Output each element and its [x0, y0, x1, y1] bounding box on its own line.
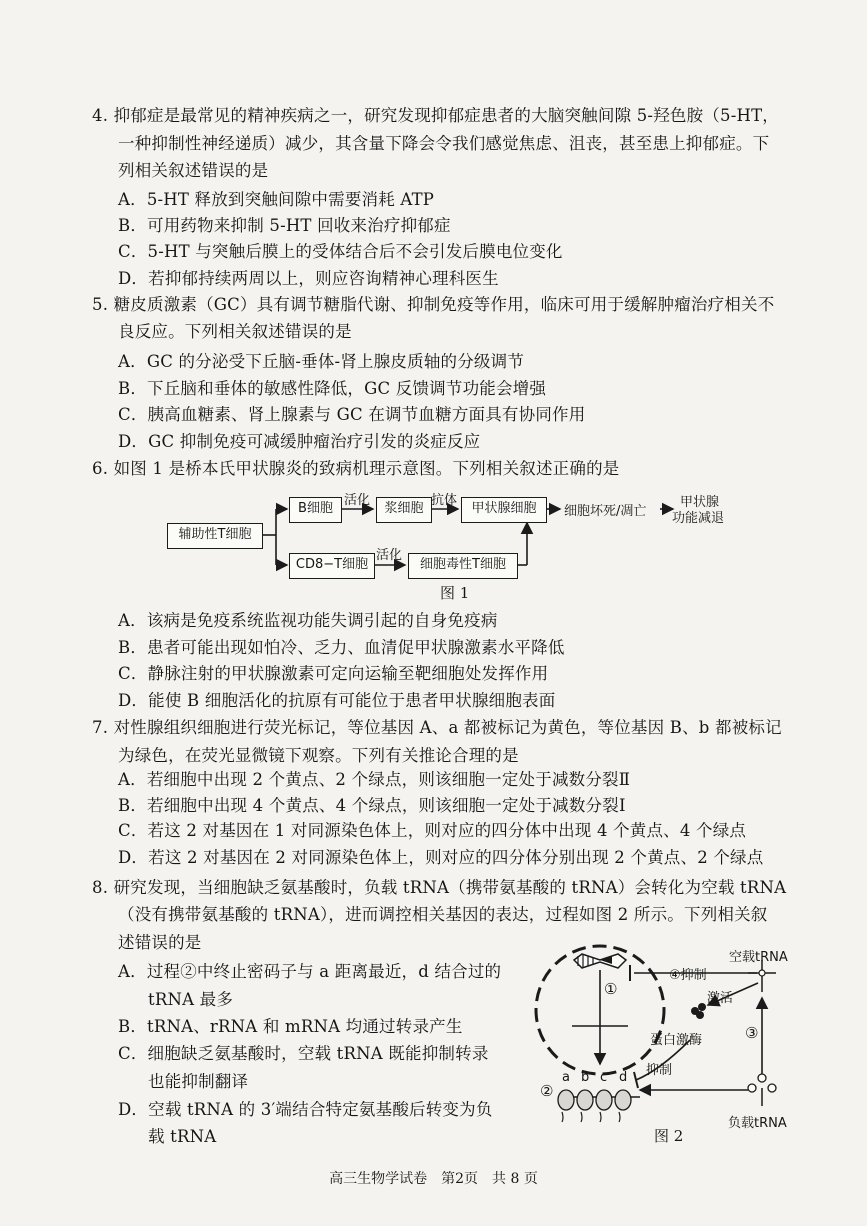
- empty-trna-label: 空载tRNA: [729, 950, 788, 965]
- q7-option-a: A．若细胞中出现 2 个黄点、2 个绿点，则该细胞一定处于减数分裂Ⅱ: [118, 770, 631, 789]
- q7-option-b: B．若细胞中出现 4 个黄点、4 个绿点，则该细胞一定处于减数分裂Ⅰ: [118, 796, 626, 815]
- step-2-label: ②: [540, 1082, 554, 1100]
- q8-option-d: D．空载 tRNA 的 3′端结合特定氨基酸后转变为负: [118, 1100, 493, 1119]
- cell-death-label: 细胞坏死/凋亡: [564, 504, 647, 519]
- loaded-trna-icon: [748, 1074, 776, 1106]
- activate-label-1: 活化: [344, 493, 371, 508]
- q8-line-2: （没有携带氨基酸的 tRNA），进而调控相关基因的表达，过程如图 2 所示。下列相关叙: [118, 905, 768, 924]
- q6-option-b: B．患者可能出现如怕冷、乏力、血清促甲状腺激素水平降低: [118, 638, 565, 657]
- q4-option-b: B．可用药物来抑制 5-HT 回收来治疗抑郁症: [118, 216, 451, 235]
- q4-line-3: 列相关叙述错误的是: [118, 161, 269, 180]
- helper-t-cell-box: 辅助性T细胞: [167, 523, 263, 549]
- protein-kinase-label: 蛋白激酶: [650, 1033, 703, 1048]
- ribosomes-icon: [558, 1090, 631, 1122]
- q7-line-2: 为绿色，在荧光显微镜下观察。下列有关推论合理的是: [118, 746, 519, 765]
- dna-icon: [574, 954, 626, 968]
- q6-option-d: D．能使 B 细胞活化的抗原有可能位于患者甲状腺细胞表面: [118, 691, 556, 710]
- q4-line-1: 4. 抑郁症是最常见的精神疾病之一，研究发现抑郁症患者的大脑突触间隙 5-羟色胺（5-HT，: [92, 106, 779, 125]
- q5-line-1: 5. 糖皮质激素（GC）具有调节糖脂代谢、抑制免疫等作用，临床可用于缓解肿瘤治疗相关不: [92, 295, 775, 314]
- q8-line-1: 8. 研究发现，当细胞缺乏氨基酸时，负载 tRNA（携带氨基酸的 tRNA）会转化为空载 tRNA: [92, 878, 787, 897]
- protein-kinase-icon: [691, 1003, 706, 1019]
- inhibit-4-label: ④抑制: [669, 968, 707, 983]
- ribosome-label-a: a: [562, 1070, 570, 1085]
- q8-line-3: 述错误的是: [118, 933, 202, 952]
- q5-option-c: C．胰高血糖素、肾上腺素与 GC 在调节血糖方面具有协同作用: [118, 405, 586, 424]
- ribosome-label-b: b: [581, 1070, 590, 1085]
- activate-label-2: 活化: [376, 548, 403, 563]
- figure-1-caption: 图 1: [440, 584, 470, 602]
- step-1-label: ①: [604, 980, 618, 998]
- b-cell-box: B细胞: [289, 497, 342, 523]
- antibody-label: 抗体: [431, 493, 458, 508]
- cytotoxic-t-cell-box: 细胞毒性T细胞: [408, 553, 518, 579]
- result-label-1: 甲状腺: [680, 495, 720, 510]
- q8-option-d-cont: 载 tRNA: [148, 1127, 217, 1146]
- q4-line-2: 一种抑制性神经递质）减少，其含量下降会令我们感觉焦虑、沮丧，甚至患上抑郁症。下: [118, 134, 770, 153]
- q8-option-c-cont: 也能抑制翻译: [148, 1072, 249, 1091]
- q7-option-d: D．若这 2 对基因在 2 对同源染色体上，则对应的四分体分别出现 2 个黄点、2 个绿点: [118, 848, 764, 867]
- result-label-2: 功能减退: [672, 511, 725, 526]
- activate-label: 激活: [707, 991, 734, 1006]
- q5-option-a: A．GC 的分泌受下丘脑-垂体-肾上腺皮质轴的分级调节: [118, 352, 525, 371]
- ribosome-label-c: c: [600, 1070, 608, 1085]
- figure-2-caption: 图 2: [654, 1127, 684, 1145]
- ribosome-label-d: d: [619, 1070, 628, 1085]
- step-3-label: ③: [745, 1024, 759, 1042]
- plasma-cell-box: 浆细胞: [376, 497, 432, 523]
- q4-option-c: C．5-HT 与突触后膜上的受体结合后不会引发后膜电位变化: [118, 242, 563, 261]
- q4-option-a: A．5-HT 释放到突触间隙中需要消耗 ATP: [118, 190, 435, 209]
- q5-option-b: B．下丘脑和垂体的敏感性降低，GC 反馈调节功能会增强: [118, 379, 547, 398]
- q8-option-a-cont: tRNA 最多: [148, 990, 234, 1009]
- cd8-t-cell-box: CD8−T细胞: [289, 553, 375, 579]
- q8-option-c: C．细胞缺乏氨基酸时，空载 tRNA 既能抑制转录: [118, 1044, 489, 1063]
- q5-option-d: D．GC 抑制免疫可减缓肿瘤治疗引发的炎症反应: [118, 432, 481, 451]
- q6-line-1: 6. 如图 1 是桥本氏甲状腺炎的致病机理示意图。下列相关叙述正确的是: [92, 459, 620, 478]
- q7-line-1: 7. 对性腺组织细胞进行荧光标记，等位基因 A、a 都被标记为黄色，等位基因 B、b 都被标记: [92, 718, 782, 737]
- q5-line-2: 良反应。下列相关叙述错误的是: [118, 322, 352, 341]
- q6-option-a: A．该病是免疫系统监视功能失调引起的自身免疫病: [118, 611, 498, 630]
- q6-option-c: C．静脉注射的甲状腺激素可定向运输至靶细胞处发挥作用: [118, 664, 549, 683]
- thyroid-cell-box: 甲状腺细胞: [461, 497, 547, 523]
- inhibit-label: 抑制: [646, 1063, 673, 1078]
- page-footer: 高三生物学试卷 第2页 共 8 页: [329, 1171, 538, 1187]
- q8-option-b: B．tRNA、rRNA 和 mRNA 均通过转录产生: [118, 1017, 463, 1036]
- q7-option-c: C．若这 2 对基因在 1 对同源染色体上，则对应的四分体中出现 4 个黄点、4 个绿点: [118, 821, 747, 840]
- q4-option-d: D．若抑郁持续两周以上，则应咨询精神心理科医生: [118, 269, 499, 288]
- loaded-trna-label: 负载tRNA: [728, 1116, 787, 1131]
- q8-option-a: A．过程②中终止密码子与 a 距离最近，d 结合过的: [118, 962, 502, 981]
